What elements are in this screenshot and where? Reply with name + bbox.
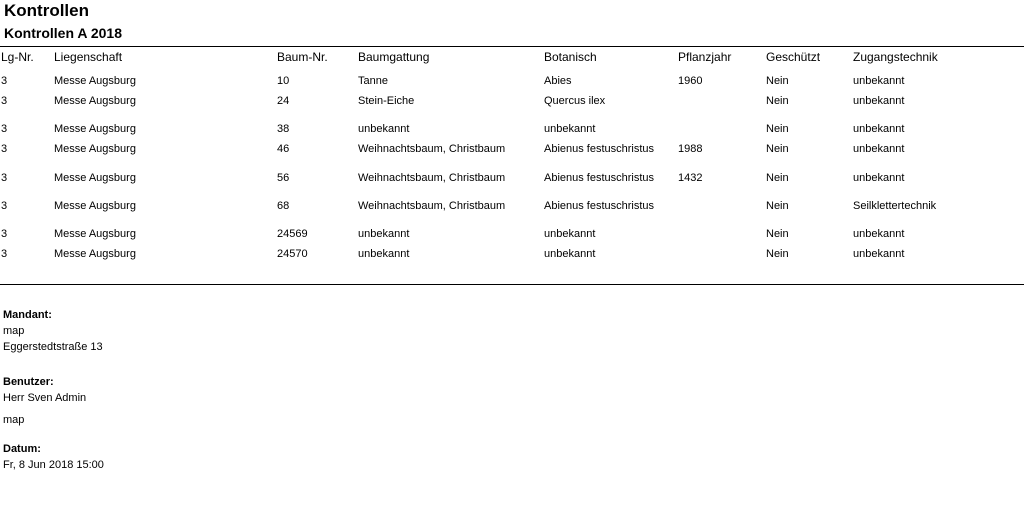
baum-nr-cell: 24: [277, 95, 290, 107]
column-header-botanisch: Botanisch: [544, 50, 597, 64]
table-row: [0, 123, 1024, 139]
baumgattung-cell: unbekannt: [358, 248, 410, 260]
zugangstechnik-cell: Seilklettertechnik: [853, 200, 937, 212]
lg-nr-cell: 3: [1, 123, 8, 135]
column-header-geschuetzt: Geschützt: [766, 50, 821, 64]
lg-nr-cell: 3: [1, 143, 8, 155]
baum-nr-cell: 38: [277, 123, 290, 135]
liegenschaft-cell: Messe Augsburg: [54, 143, 136, 155]
column-header-lg-nr: Lg-Nr.: [1, 50, 34, 64]
mandant-address: Eggerstedtstraße 13: [3, 341, 103, 353]
table-row: [0, 248, 1024, 264]
pflanzjahr-cell: 1960: [678, 75, 703, 87]
benutzer-label: Benutzer:: [3, 376, 54, 388]
liegenschaft-cell: Messe Augsburg: [54, 172, 136, 184]
baum-nr-cell: 24570: [277, 248, 308, 260]
geschuetzt-cell: Nein: [766, 95, 789, 107]
pflanzjahr-cell: 1988: [678, 143, 703, 155]
geschuetzt-cell: Nein: [766, 143, 789, 155]
column-header-liegenschaft: Liegenschaft: [54, 50, 123, 64]
baumgattung-cell: Tanne: [358, 75, 388, 87]
botanisch-cell: Abienus festuschristus: [544, 143, 655, 155]
zugangstechnik-cell: unbekannt: [853, 143, 905, 155]
geschuetzt-cell: Nein: [766, 248, 789, 260]
lg-nr-cell: 3: [1, 228, 8, 240]
lg-nr-cell: 3: [1, 248, 8, 260]
baumgattung-cell: Weihnachtsbaum, Christbaum: [358, 172, 506, 184]
lg-nr-cell: 3: [1, 75, 8, 87]
botanisch-cell: unbekannt: [544, 248, 596, 260]
table-bottom-rule: [0, 284, 1024, 285]
baum-nr-cell: 46: [277, 143, 290, 155]
botanisch-cell: Quercus ilex: [544, 95, 606, 107]
botanisch-cell: Abienus festuschristus: [544, 172, 655, 184]
liegenschaft-cell: Messe Augsburg: [54, 248, 136, 260]
zugangstechnik-cell: unbekannt: [853, 123, 905, 135]
header-top-rule: [0, 46, 1024, 47]
baum-nr-cell: 10: [277, 75, 290, 87]
baumgattung-cell: Weihnachtsbaum, Christbaum: [358, 143, 506, 155]
liegenschaft-cell: Messe Augsburg: [54, 123, 136, 135]
datum-label: Datum:: [3, 443, 41, 455]
geschuetzt-cell: Nein: [766, 172, 789, 184]
lg-nr-cell: 3: [1, 172, 8, 184]
column-header-pflanzjahr: Pflanzjahr: [678, 50, 732, 64]
mandant-name: map: [3, 325, 25, 337]
table-row: [0, 228, 1024, 244]
botanisch-cell: unbekannt: [544, 123, 596, 135]
botanisch-cell: Abies: [544, 75, 572, 87]
table-row: [0, 143, 1024, 159]
zugangstechnik-cell: unbekannt: [853, 248, 905, 260]
table-row: [0, 200, 1024, 216]
benutzer-name: Herr Sven Admin: [3, 392, 87, 404]
liegenschaft-cell: Messe Augsburg: [54, 200, 136, 212]
baum-nr-cell: 68: [277, 200, 290, 212]
baum-nr-cell: 24569: [277, 228, 308, 240]
geschuetzt-cell: Nein: [766, 200, 789, 212]
botanisch-cell: Abienus festuschristus: [544, 200, 655, 212]
table-row: [0, 172, 1024, 188]
benutzer-org: map: [3, 414, 25, 426]
column-header-zugangstechnik: Zugangstechnik: [853, 50, 938, 64]
liegenschaft-cell: Messe Augsburg: [54, 95, 136, 107]
baumgattung-cell: unbekannt: [358, 123, 410, 135]
baumgattung-cell: Weihnachtsbaum, Christbaum: [358, 200, 506, 212]
lg-nr-cell: 3: [1, 200, 8, 212]
geschuetzt-cell: Nein: [766, 75, 789, 87]
column-header-baumgattung: Baumgattung: [358, 50, 430, 64]
table-row: [0, 95, 1024, 111]
pflanzjahr-cell: 1432: [678, 172, 703, 184]
zugangstechnik-cell: unbekannt: [853, 75, 905, 87]
zugangstechnik-cell: unbekannt: [853, 95, 905, 107]
report-title: Kontrollen: [4, 1, 89, 20]
table-row: [0, 75, 1024, 91]
baum-nr-cell: 56: [277, 172, 290, 184]
baumgattung-cell: unbekannt: [358, 228, 410, 240]
zugangstechnik-cell: unbekannt: [853, 172, 905, 184]
baumgattung-cell: Stein-Eiche: [358, 95, 415, 107]
liegenschaft-cell: Messe Augsburg: [54, 228, 136, 240]
report-subtitle: Kontrollen A 2018: [4, 25, 122, 41]
geschuetzt-cell: Nein: [766, 228, 789, 240]
zugangstechnik-cell: unbekannt: [853, 228, 905, 240]
geschuetzt-cell: Nein: [766, 123, 789, 135]
mandant-label: Mandant:: [3, 309, 52, 321]
liegenschaft-cell: Messe Augsburg: [54, 75, 136, 87]
datum-value: Fr, 8 Jun 2018 15:00: [3, 459, 104, 471]
botanisch-cell: unbekannt: [544, 228, 596, 240]
column-header-baum-nr: Baum-Nr.: [277, 50, 328, 64]
lg-nr-cell: 3: [1, 95, 8, 107]
